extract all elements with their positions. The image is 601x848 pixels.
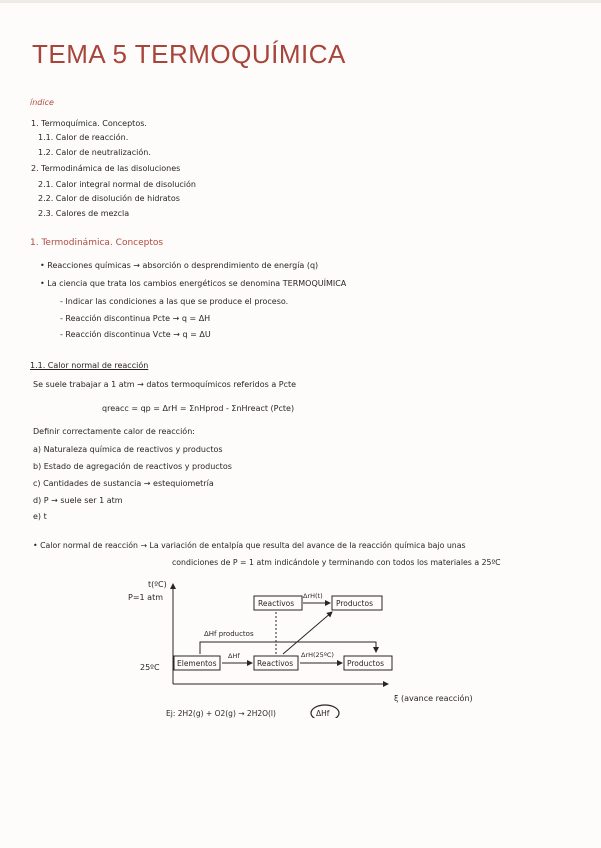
dh-top-label: ΔrH(t) [303, 592, 323, 600]
body-text: Definir correctamente calor de reacción: [33, 427, 195, 436]
list-item: d) P → suele ser 1 atm [33, 496, 123, 505]
box-reactivos-bottom-label: Reactivos [257, 659, 294, 668]
dh-25-label: ΔrH(25ºC) [301, 651, 334, 659]
formula: qreacc = qp = ΔrH = ΣnHprod - ΣnHreact (Pcte) [102, 404, 295, 413]
index-item: 1. Termoquímica. Conceptos. [31, 119, 147, 128]
list-item: c) Cantidades de sustancia → estequiometría [33, 479, 214, 488]
sub-bullet-text: - Reacción discontinua Pcte → q = ΔH [60, 314, 211, 323]
index-item: 1.1. Calor de reacción. [38, 133, 129, 142]
bullet-text: • Reacciones químicas → absorción o desprendimiento de energía (q) [40, 261, 319, 270]
index-item: 2.2. Calor de disolución de hidratos [38, 194, 180, 203]
diagonal-arrow [283, 612, 332, 654]
box-productos-top-label: Productos [336, 599, 373, 608]
pressure-label: P=1 atm [128, 593, 163, 602]
section-heading: 1. Termodinámica. Conceptos [30, 238, 164, 248]
dh-productos-label: ΔHf productos [204, 630, 254, 638]
body-text: Se suele trabajar a 1 atm → datos termoquímicos referidos a Pcte [33, 380, 297, 389]
y-axis-label: t(ºC) [148, 580, 167, 589]
definition-text: condiciones de P = 1 atm indicándole y terminando con todos los materiales a 25ºC [172, 558, 501, 567]
box-productos-bottom-label: Productos [347, 659, 384, 668]
page-top-edge [0, 0, 601, 3]
index-item: 2.3. Calores de mezcla [38, 209, 130, 218]
index-item: 2.1. Calor integral normal de disolución [38, 180, 196, 189]
x-axis-label: ξ (avance reacción) [394, 694, 473, 703]
index-item: 2. Termodinámica de las disoluciones [31, 164, 181, 173]
sub-bullet-text: - Indicar las condiciones a las que se produce el proceso. [60, 297, 289, 306]
list-item: a) Naturaleza química de reactivos y productos [33, 445, 223, 454]
section-heading: 1.1. Calor normal de reacción [30, 361, 149, 370]
example-circled-label: ΔHf [316, 709, 330, 718]
dh-f-label: ΔHf [228, 652, 240, 660]
temperature-label: 25ºC [140, 663, 160, 672]
list-item: b) Estado de agregación de reactivos y productos [33, 462, 232, 471]
bullet-text: • La ciencia que trata los cambios energéticos se denomina TERMOQUÍMICA [40, 279, 347, 288]
index-item: 1.2. Calor de neutralización. [38, 148, 151, 157]
index-heading: índice [30, 98, 54, 107]
box-elementos-label: Elementos [177, 659, 217, 668]
list-item: e) t [33, 512, 47, 521]
definition-text: • Calor normal de reacción → La variación de entalpía que resulta del avance de la reacción química bajo unas [33, 541, 466, 550]
box-reactivos-top-label: Reactivos [258, 599, 295, 608]
page-title: TEMA 5 TERMOQUÍMICA [32, 39, 346, 69]
enthalpy-diagram [118, 578, 498, 718]
productos-bracket [200, 642, 376, 654]
example-equation: Ej: 2H2(g) + O2(g) → 2H2O(l) [166, 709, 276, 718]
sub-bullet-text: - Reacción discontinua Vcte → q = ΔU [60, 330, 211, 339]
